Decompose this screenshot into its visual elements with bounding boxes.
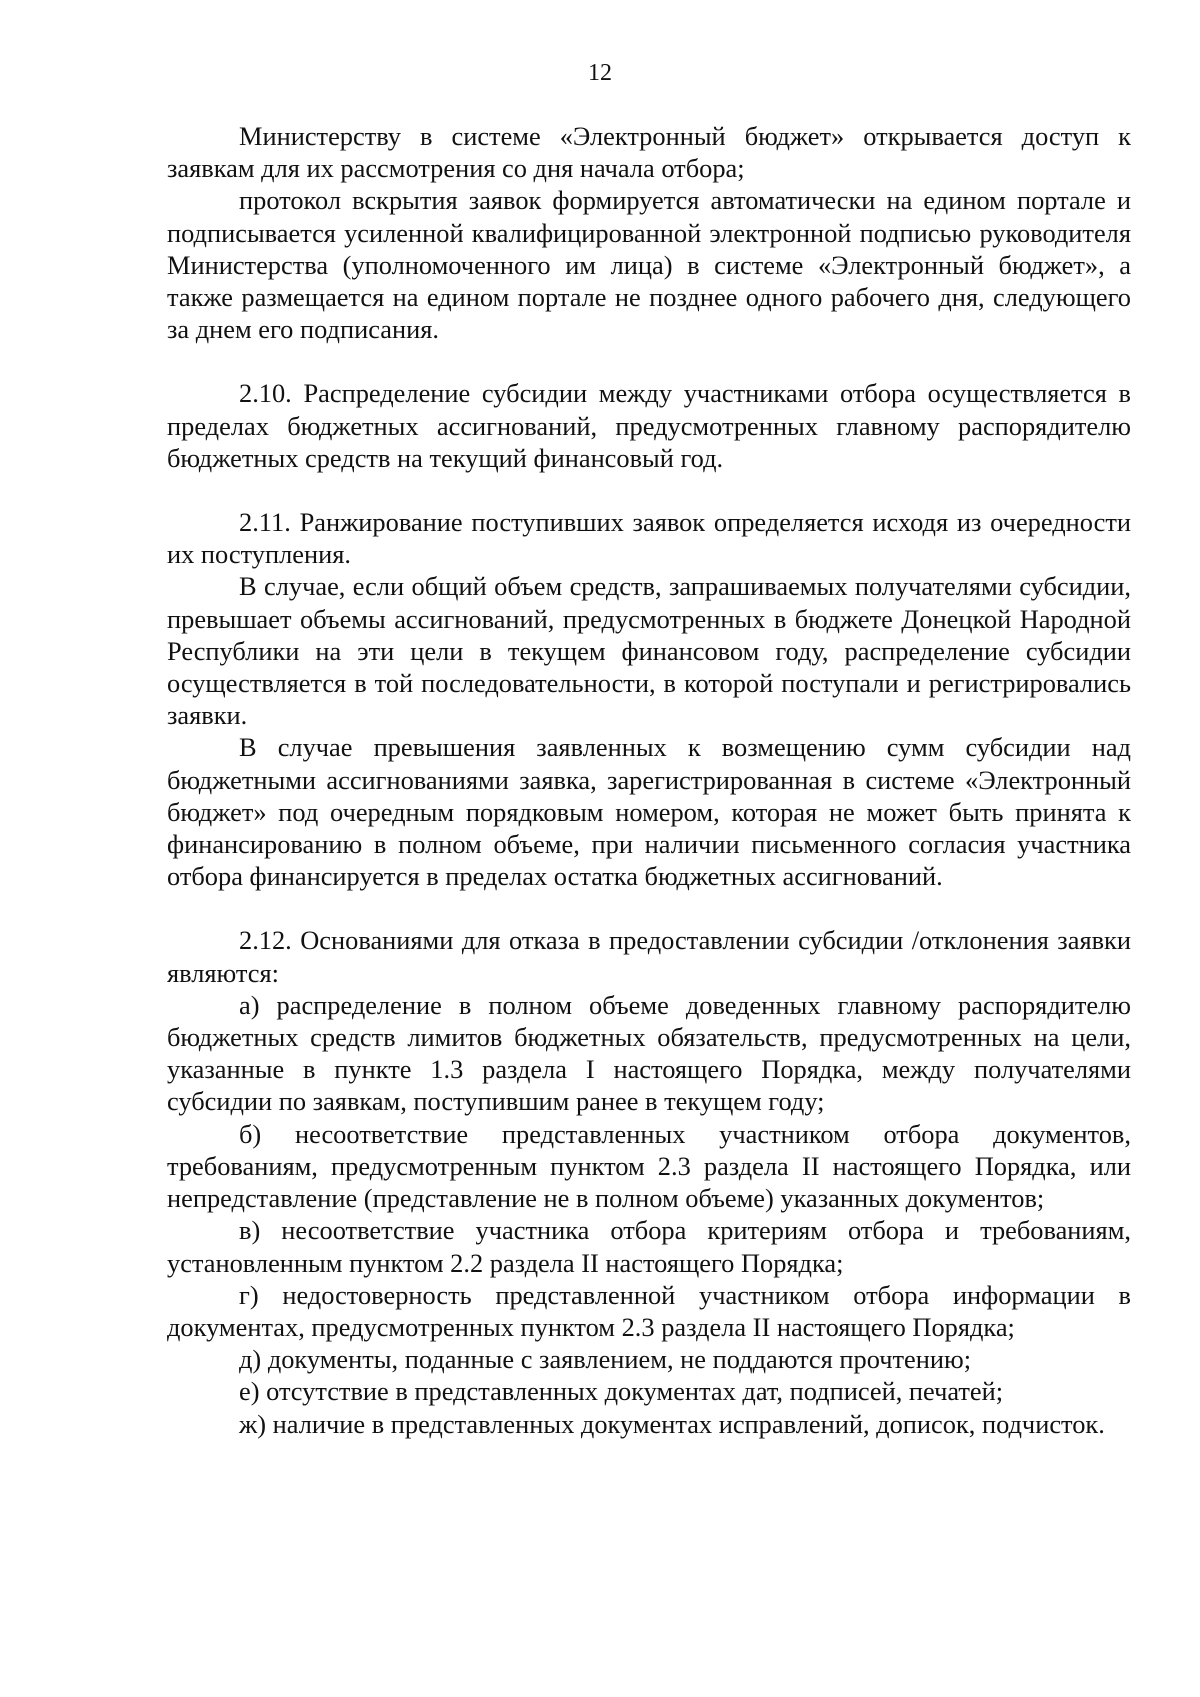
paragraph-2-10: 2.10. Распределение субсидии между участниками отбора осуществляется в пределах бюджетных ассигнований, предусмотренных главному распорядителю бюджетных средств на текущий финансовый год. <box>167 378 1131 473</box>
list-item-zh: ж) наличие в представленных документах исправлений, дописок, подчисток. <box>239 1408 1105 1439</box>
paragraph-protocol: протокол вскрытия заявок формируется автоматически на едином портале и подписывается усиленной квалифицированной электронной подписью руководителя Министерства (уполномоченного им лица) в системе «Электронный бюджет», а также размещается на едином портале не позднее одного рабочего дня, следующего за днем его подписания. <box>167 185 1131 345</box>
list-item-e: е) отсутствие в представленных документах дат, подписей, печатей; <box>239 1376 1004 1407</box>
list-item-d: д) документы, поданные с заявлением, не поддаются прочтению; <box>239 1344 972 1375</box>
page-number: 12 <box>588 60 612 86</box>
document-body <box>167 120 1131 1440</box>
list-item-v: в) несоответствие участника отбора критериям отбора и требованиям, установленным пунктом 2.2 раздела II настоящего Порядка; <box>167 1215 1131 1278</box>
paragraph-2-11-volume: В случае, если общий объем средств, запрашиваемых получателями субсидии, превышает объемы ассигнований, предусмотренных в бюджете Донецкой Народной Республики на эти цели в текущем финансовом году, распределение субсидии осуществляется в той последовательности, в которой поступали и регистрировались заявки. <box>167 571 1131 731</box>
paragraph-2-12: 2.12. Основаниями для отказа в предоставлении субсидии /отклонения заявки являются: <box>167 925 1131 988</box>
list-item-g: г) недостоверность представленной участником отбора информации в документах, предусмотренных пунктом 2.3 раздела II настоящего Порядка; <box>167 1279 1131 1342</box>
list-item-a: а) распределение в полном объеме доведенных главному распорядителю бюджетных средств лимитов бюджетных обязательств, предусмотренных на цели, указанные в пункте 1.3 раздела I настоящего Порядка, между получателями субсидии по заявкам, поступившим ранее в текущем году; <box>167 989 1131 1117</box>
paragraph-access: Министерству в системе «Электронный бюджет» открывается доступ к заявкам для их рассмотрения со дня начала отбора; <box>167 121 1131 184</box>
paragraph-2-11-excess: В случае превышения заявленных к возмещению сумм субсидии над бюджетными ассигнованиями заявка, зарегистрированная в системе «Электронный бюджет» под очередным порядковым номером, которая не может быть принята к финансированию в полном объеме, при наличии письменного согласия участника отбора финансируется в пределах остатка бюджетных ассигнований. <box>167 732 1131 892</box>
list-item-b: б) несоответствие представленных участником отбора документов, требованиям, предусмотренным пунктом 2.3 раздела II настоящего Порядка, или непредставление (представление не в полном объеме) указанных документов; <box>167 1118 1131 1214</box>
paragraph-2-11: 2.11. Ранжирование поступивших заявок определяется исходя из очередности их поступления. <box>167 507 1131 570</box>
